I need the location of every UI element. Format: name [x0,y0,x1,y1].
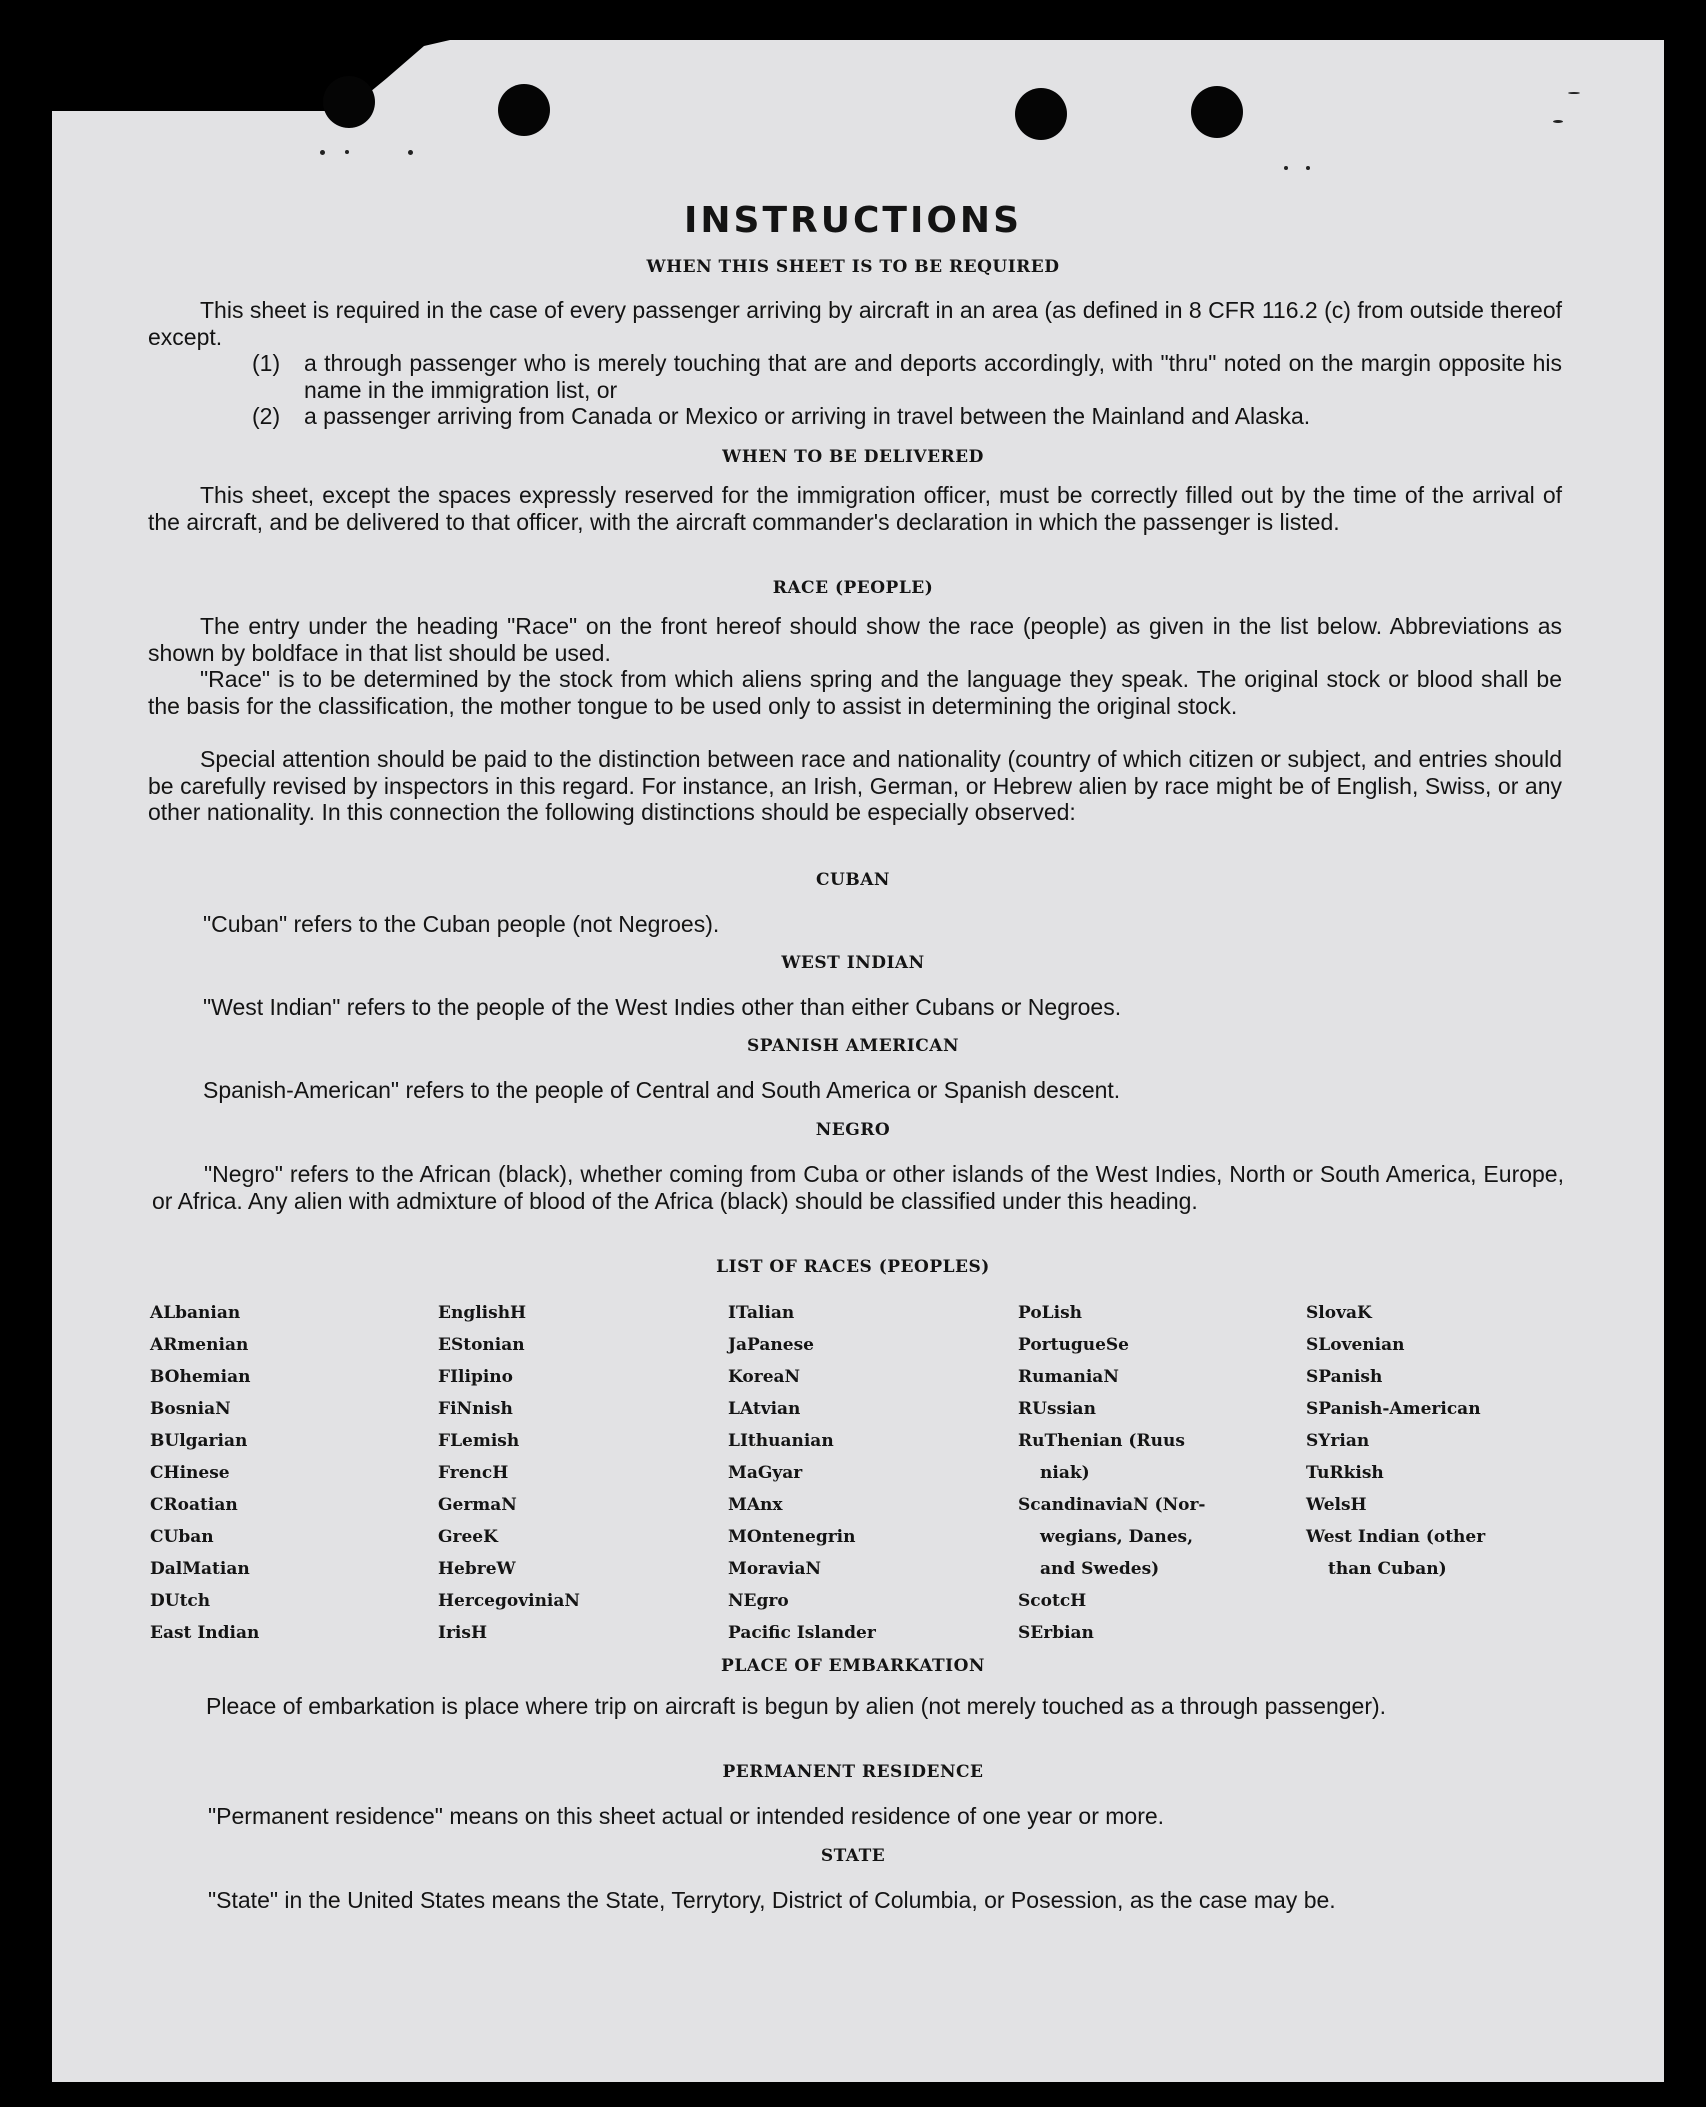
races-column-5 [1306,1302,1566,1590]
race-item: WelsH [1306,1495,1367,1515]
race-item: ScandinaviaN (Nor- [1018,1495,1206,1515]
paragraph-when-required: This sheet is required in the case of every passenger arriving by aircraft in an area (as defined in 8 CFR 116.2 (c) from outside thereof except. [148,297,1562,350]
heading-west-indian: WEST INDIAN [781,953,925,973]
race-item: than Cuban) [1328,1559,1447,1579]
paragraph-state: "State" in the United States means the State, Terrytory, District of Columbia, or Posession, as the case may be. [208,1887,1336,1913]
heading-residence: PERMANENT RESIDENCE [722,1762,984,1782]
race-item: MaGyar [728,1463,803,1483]
ink-speck [345,150,349,154]
race-item: wegians, Danes, [1040,1527,1193,1547]
ink-speck [1553,120,1563,123]
punch-hole [1191,86,1243,138]
race-item: CHinese [150,1463,230,1483]
race-item: EnglishH [438,1303,527,1323]
race-item: GermaN [438,1495,517,1515]
race-item: FrencH [438,1463,509,1483]
paragraph-spanish-american: Spanish-American" refers to the people of Central and South America or Spanish descent. [203,1077,1121,1103]
race-item: East Indian [150,1623,260,1643]
ink-speck [1306,166,1310,170]
paragraph-when-delivered: This sheet, except the spaces expressly reserved for the immigration officer, must be correctly filled out by the time of the arrival of the aircraft, and be delivered to that officer, with the aircraft commander's declaration in which the passenger is listed. [148,482,1562,535]
race-item: ScotcH [1018,1591,1087,1611]
race-item: RuThenian (Ruus [1018,1431,1185,1451]
race-item: SlovaK [1306,1303,1372,1323]
race-item: HebreW [438,1559,516,1579]
heading-when-required: WHEN THIS SHEET IS TO BE REQUIRED [646,257,1060,277]
race-item: PoLish [1018,1303,1083,1323]
race-item: niak) [1040,1463,1090,1483]
races-column-2 [438,1302,698,1654]
race-item: DUtch [150,1591,211,1611]
race-item: PortugueSe [1018,1335,1129,1355]
heading-state: STATE [820,1846,886,1866]
page-title: INSTRUCTIONS [684,200,1022,241]
paragraph-embarkation: Pleace of embarkation is place where trip on aircraft is begun by alien (not merely touched as a through passenger). [206,1693,1387,1719]
ink-speck [1568,92,1580,94]
race-item: CUban [150,1527,214,1547]
race-item: BUlgarian [150,1431,248,1451]
race-item: FiNnish [438,1399,513,1419]
race-item: BOhemian [150,1367,251,1387]
list-item-text: a through passenger who is merely touching that are and deports accordingly, with "thru" noted on the margin opposite his name in the immigration list, or [304,350,1562,403]
race-item: SPanish-American [1306,1399,1481,1419]
races-column-4 [1018,1302,1278,1654]
race-item: West Indian (other [1306,1527,1486,1547]
race-item: CRoatian [150,1495,238,1515]
punch-hole [1015,88,1067,140]
race-item: SLovenian [1306,1335,1405,1355]
race-item: Pacific Islander [728,1623,876,1643]
heading-spanish-american: SPANISH AMERICAN [746,1036,960,1056]
paragraph-race-2: "Race" is to be determined by the stock from which aliens spring and the language they speak. The original stock or blood shall be the basis for the classification, the mother tongue to be used only to assist in determining the original stock. [148,666,1562,719]
race-item: HercegoviniaN [438,1591,580,1611]
race-item: MOntenegrin [728,1527,856,1547]
race-item: KoreaN [728,1367,801,1387]
heading-cuban: CUBAN [816,870,890,890]
race-item: and Swedes) [1040,1559,1160,1579]
race-item: LAtvian [728,1399,801,1419]
race-item: ALbanian [150,1303,241,1323]
list-item-text: a passenger arriving from Canada or Mexico or arriving in travel between the Mainland and Alaska. [304,403,1311,429]
punch-hole [323,76,375,128]
ink-speck [1284,166,1288,170]
race-item: SYrian [1306,1431,1370,1451]
race-item: FIlipino [438,1367,513,1387]
paragraph-race-3: Special attention should be paid to the distinction between race and nationality (country of which citizen or subject, and entries should be carefully revised by inspectors in this regard. For instance, an Irish, German, or Hebrew alien by race might be of English, Swiss, or any other nationality. In this connection the following distinctions should be especially observed: [148,746,1562,825]
race-item: SPanish [1306,1367,1383,1387]
paragraph-west-indian: "West Indian" refers to the people of the West Indies other than either Cubans or Negroes. [203,994,1122,1020]
punch-hole [498,84,550,136]
race-item: TuRkish [1306,1463,1384,1483]
races-column-1 [150,1302,410,1654]
race-item: LIthuanian [728,1431,834,1451]
heading-races-list: LIST OF RACES (PEOPLES) [716,1257,990,1277]
list-item-number: (1) [252,350,281,376]
race-item: RUssian [1018,1399,1096,1419]
paragraph-negro: "Negro" refers to the African (black), whether coming from Cuba or other islands of the West Indies, North or South America, Europe, or Africa. Any alien with admixture of blood of the Africa (black) should be classified under this heading. [152,1161,1564,1214]
race-item: SErbian [1018,1623,1094,1643]
heading-embarkation: PLACE OF EMBARKATION [721,1656,985,1676]
race-item: RumaniaN [1018,1367,1119,1387]
race-item: JaPanese [728,1335,814,1355]
race-item: EStonian [438,1335,525,1355]
paragraph-residence: "Permanent residence" means on this sheet actual or intended residence of one year or more. [208,1803,1165,1829]
race-item: DalMatian [150,1559,250,1579]
race-item: MoraviaN [728,1559,822,1579]
race-item: BosniaN [150,1399,231,1419]
race-item: NEgro [728,1591,789,1611]
paragraph-race-1: The entry under the heading "Race" on the front hereof should show the race (people) as given in the list below. Abbreviations as shown by boldface in that list should be used. [148,613,1562,666]
paragraph-cuban: "Cuban" refers to the Cuban people (not Negroes). [203,911,720,937]
heading-when-delivered: WHEN TO BE DELIVERED [722,447,984,467]
race-item: IrisH [438,1623,487,1643]
ink-speck [408,150,413,155]
race-item: GreeK [438,1527,498,1547]
heading-race: RACE (PEOPLE) [772,578,934,598]
heading-negro: NEGRO [815,1120,891,1140]
race-item: MAnx [728,1495,783,1515]
ink-speck [320,150,325,155]
race-item: ARmenian [150,1335,249,1355]
races-column-3 [728,1302,988,1654]
list-item-number: (2) [252,403,281,429]
race-item: FLemish [438,1431,520,1451]
race-item: ITalian [728,1303,795,1323]
